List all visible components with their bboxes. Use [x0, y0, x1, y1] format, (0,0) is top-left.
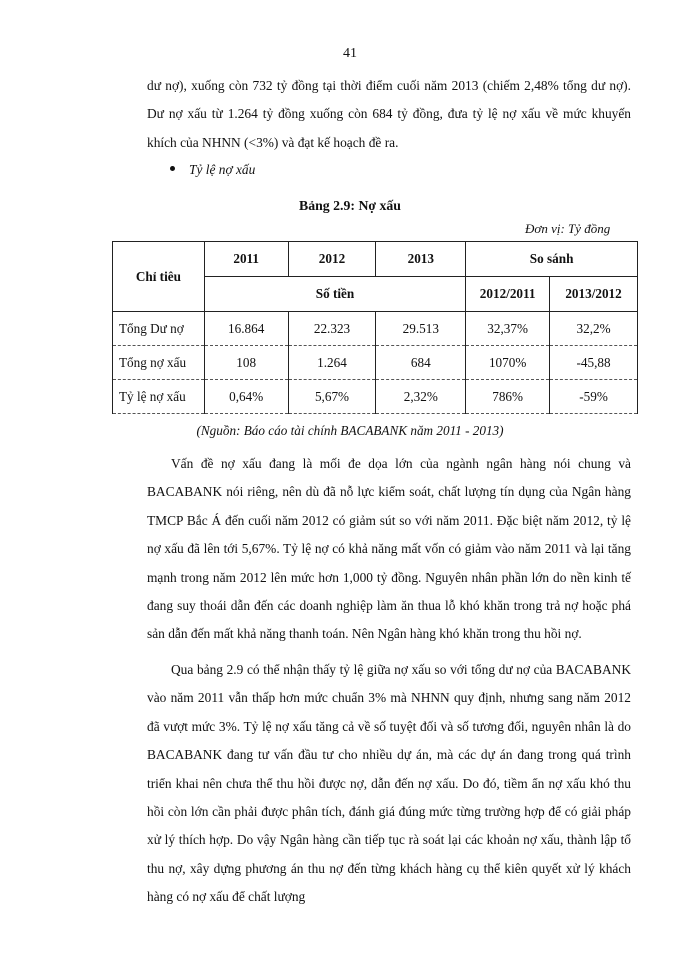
table-header-row: [113, 242, 638, 277]
table-row: [113, 346, 638, 380]
row-label: Tỷ lệ nợ xấu: [113, 380, 205, 414]
bullet-dot-icon: [170, 166, 175, 171]
cell-2012: 22.323: [288, 312, 376, 346]
bullet-text: Tỷ lệ nợ xấu: [189, 162, 256, 177]
cell-compare-1: 1070%: [466, 346, 550, 380]
cell-compare-2: 32,2%: [550, 312, 638, 346]
header-indicator: Chỉ tiêu: [113, 242, 205, 312]
header-year-2011: 2011: [204, 242, 288, 277]
cell-2013: 2,32%: [376, 380, 466, 414]
paragraph-3: [147, 656, 631, 912]
cell-2012: 5,67%: [288, 380, 376, 414]
bad-debt-table: [112, 241, 638, 414]
cell-compare-2: -45,88: [550, 346, 638, 380]
paragraph-2: [147, 450, 631, 649]
cell-compare-2: -59%: [550, 380, 638, 414]
header-compare-2013-2012: 2013/2012: [550, 277, 638, 312]
row-label: Tổng nợ xấu: [113, 346, 205, 380]
header-year-2012: 2012: [288, 242, 376, 277]
cell-2013: 684: [376, 346, 466, 380]
header-amount: Số tiền: [204, 277, 465, 312]
table-unit: Đơn vị: Tỷ đồng: [525, 221, 611, 236]
cell-compare-1: 32,37%: [466, 312, 550, 346]
header-compare-2012-2011: 2012/2011: [466, 277, 550, 312]
table-title: Bảng 2.9: Nợ xấu: [299, 198, 401, 213]
cell-2011: 108: [204, 346, 288, 380]
row-label: Tổng Dư nợ: [113, 312, 205, 346]
header-year-2013: 2013: [376, 242, 466, 277]
table-row: [113, 380, 638, 414]
table-source: (Nguồn: Báo cáo tài chính BACABANK năm 2011 - 2013): [196, 423, 504, 438]
cell-2011: 0,64%: [204, 380, 288, 414]
intro-paragraph: dư nợ), xuống còn 732 tỷ đồng tại thời điểm cuối năm 2013 (chiếm 2,48% tổng dư nợ). Dư nợ xấu từ 1.264 tỷ đồng xuống còn 684 tỷ đồng, đưa tỷ lệ nợ xấu về mức khuyến khích của NHNN (<3%) và đạt kế hoạch đề ra.: [147, 78, 631, 150]
cell-2011: 16.864: [204, 312, 288, 346]
paragraph-2-text: Vấn đề nợ xấu đang là mối đe dọa lớn của ngành ngân hàng nói chung và BACABANK nói riêng, nên dù đã nỗ lực kiểm soát, chất lượng tín dụng của Ngân hàng TMCP Bắc Á đến cuối năm 2012 có giảm sút so với năm 2011. Đặc biệt năm 2012, tỷ lệ nợ xấu đã lên tới 5,67%. Tỷ lệ nợ có khả năng mất vốn có giảm vào năm 2011 và lại tăng mạnh trong năm 2012 lên mức hơn 1,000 tỷ đồng. Nguyên nhân phần lớn do nền kinh tế đang suy thoái dẫn đến các doanh nghiệp làm ăn thua lỗ khó khăn trong trả nợ hoặc phá sản dẫn đến mất khả năng thanh toán. Nên Ngân hàng khó khăn trong thu hồi nợ.: [147, 456, 631, 642]
bullet-item: [170, 162, 255, 178]
cell-compare-1: 786%: [466, 380, 550, 414]
table-row: [113, 312, 638, 346]
paragraph-3-text: Qua bảng 2.9 có thể nhận thấy tỷ lệ giữa nợ xấu so với tổng dư nợ của BACABANK vào năm 2011 vẫn thấp hơn mức chuẩn 3% mà NHNN quy định, nhưng sang năm 2012 đã vượt mức 3%. Tỷ lệ nợ xấu tăng cả về số tuyệt đối và số tương đối, nguyên nhân là do BACABANK đang tư vấn đầu tư cho nhiều dự án, mà các dự án đang trong quá trình triển khai nên chưa thể thu hồi được nợ, dẫn đến nợ xấu. Do đó, tiềm ẩn nợ xấu khó thu hồi còn lớn cần phải được phân tích, đánh giá đúng mức từng trường hợp để có giải pháp xử lý thích hợp. Do vậy Ngân hàng cần tiếp tục rà soát lại các khoản nợ xấu, thành lập tổ thu nợ, xây dựng phương án thu nợ đến từng khách hàng cụ thể kiên quyết xử lý khách hàng có nợ xấu để chất lượng: [147, 662, 631, 905]
cell-2012: 1.264: [288, 346, 376, 380]
cell-2013: 29.513: [376, 312, 466, 346]
page-number: 41: [343, 46, 357, 61]
header-compare: So sánh: [466, 242, 638, 277]
